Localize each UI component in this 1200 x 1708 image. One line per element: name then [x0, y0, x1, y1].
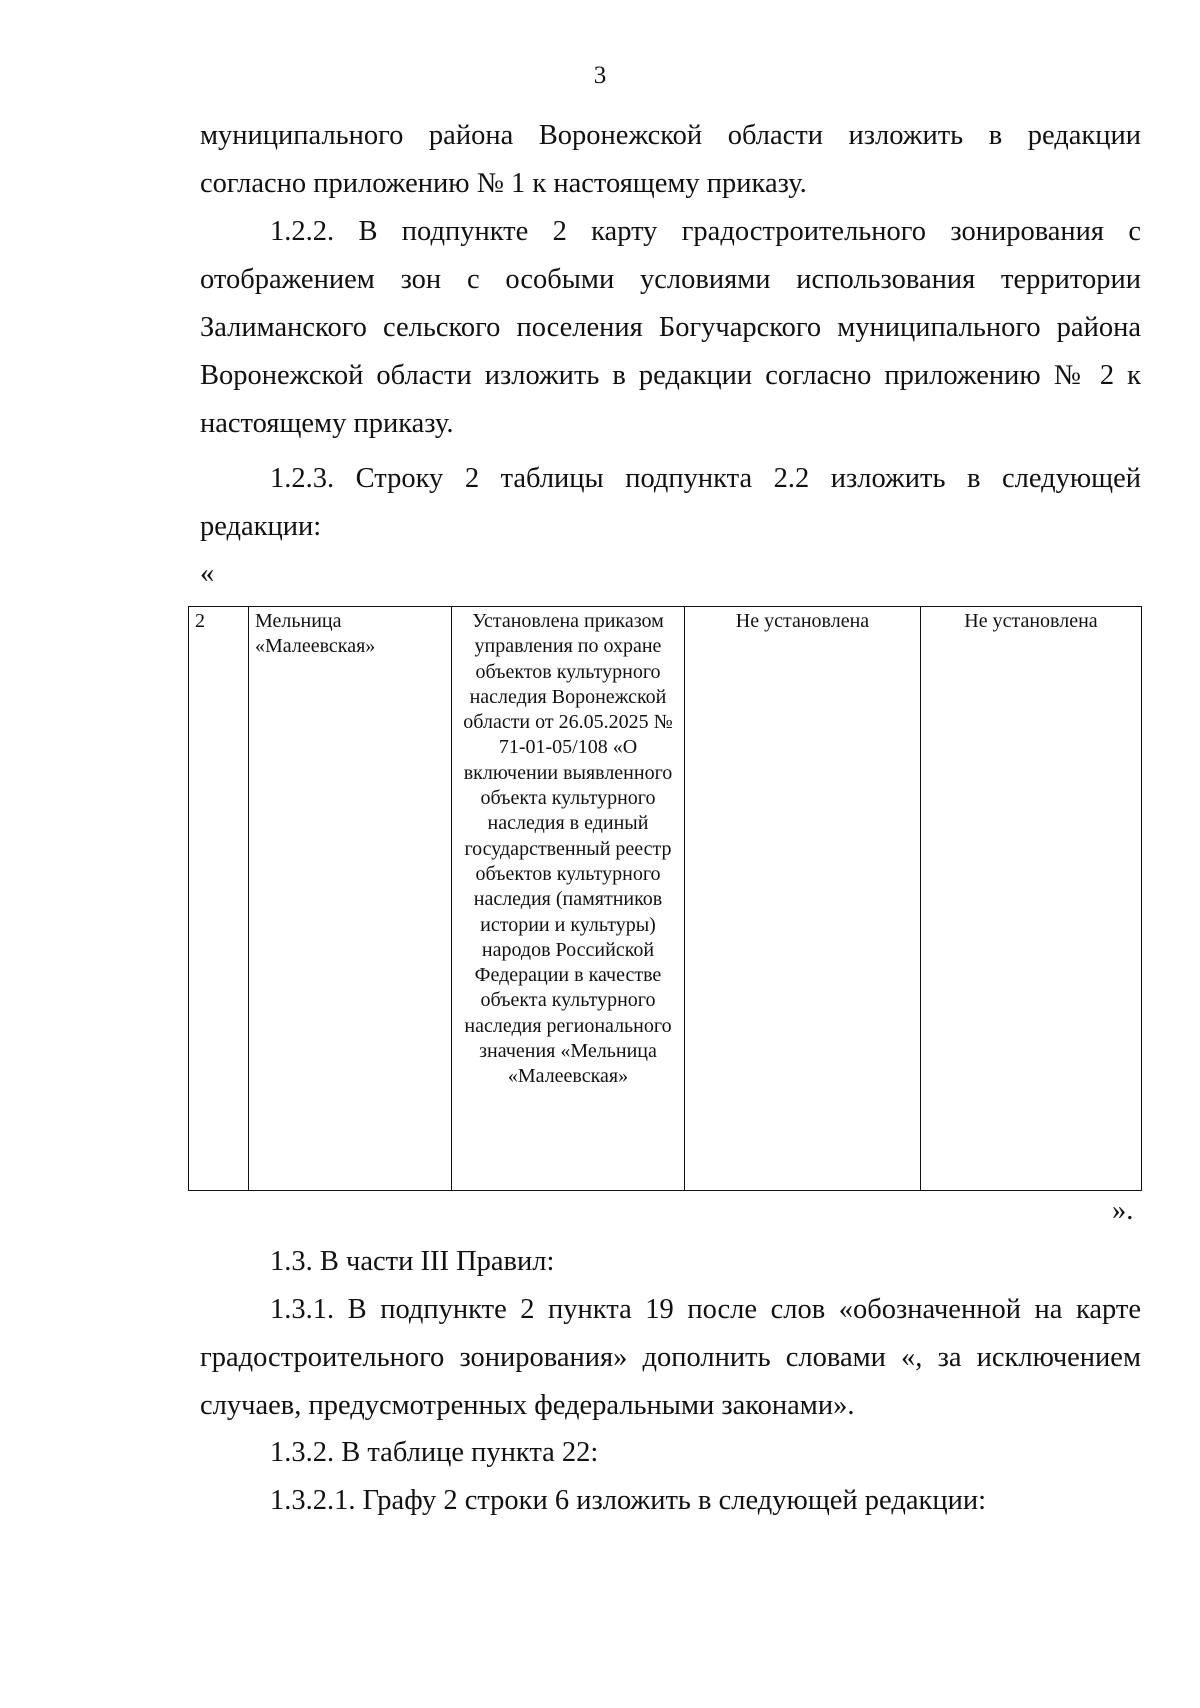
open-quote: «: [200, 558, 215, 589]
table-cell-name: Мельница «Малеевская»: [249, 607, 452, 1191]
paragraph-1-3: [200, 1238, 1141, 1286]
table-row: [189, 607, 1142, 1191]
intro-continuation-text: муниципального района Воронежской области изложить в редакции согласно приложению № 1 к настоящему приказу.: [200, 120, 1141, 199]
table-cell-number: 2: [189, 607, 249, 1191]
table-cell-col5: Не установлена: [921, 607, 1142, 1191]
paragraph-1-2-2: [200, 208, 1141, 448]
para-1-2-3-text: 1.2.3. Строку 2 таблицы подпункта 2.2 изложить в следующей редакции:: [200, 463, 1141, 542]
table-cell-basis: Установлена приказом управления по охране объектов культурного наследия Воронежской области от 26.05.2025 № 71-01-05/108 «О включении выявленного объекта культурного наследия в единый государственный реестр объектов культурного наследия (памятников истории и культуры) народов Российской Федерации в качестве объекта культурного наследия регионального значения «Мельница «Малеевская»: [452, 607, 685, 1191]
para-1-3-2-text: 1.3.2. В таблице пункта 22:: [270, 1437, 599, 1468]
paragraph-1-3-2-1: [200, 1477, 1141, 1525]
paragraph-1-3-1: [200, 1286, 1141, 1430]
para-1-3-text: 1.3. В части III Правил:: [270, 1246, 555, 1277]
para-1-3-1-text: 1.3.1. В подпункте 2 пункта 19 после слов «обозначенной на карте градостроительного зонирования» дополнить словами «, за исключением случаев, предусмотренных федеральными законами».: [200, 1294, 1141, 1421]
paragraph-1-2-3: [200, 455, 1141, 551]
table-cell-col4: Не установлена: [685, 607, 921, 1191]
amendment-table: [188, 606, 1142, 1191]
paragraph-intro-continuation: [200, 112, 1141, 208]
para-1-2-2-text: 1.2.2. В подпункте 2 карту градостроительного зонирования с отображением зон с особыми условиями использования территории Залиманского сельского поселения Богучарского муниципального района Воронежской области изложить в редакции согласно приложению № 2 к настоящему приказу.: [200, 216, 1141, 439]
close-quote: ».: [1112, 1195, 1134, 1226]
page-number: 3: [593, 62, 607, 89]
para-1-3-2-1-text: 1.3.2.1. Графу 2 строки 6 изложить в следующей редакции:: [270, 1485, 986, 1516]
paragraph-1-3-2: [200, 1429, 1141, 1477]
